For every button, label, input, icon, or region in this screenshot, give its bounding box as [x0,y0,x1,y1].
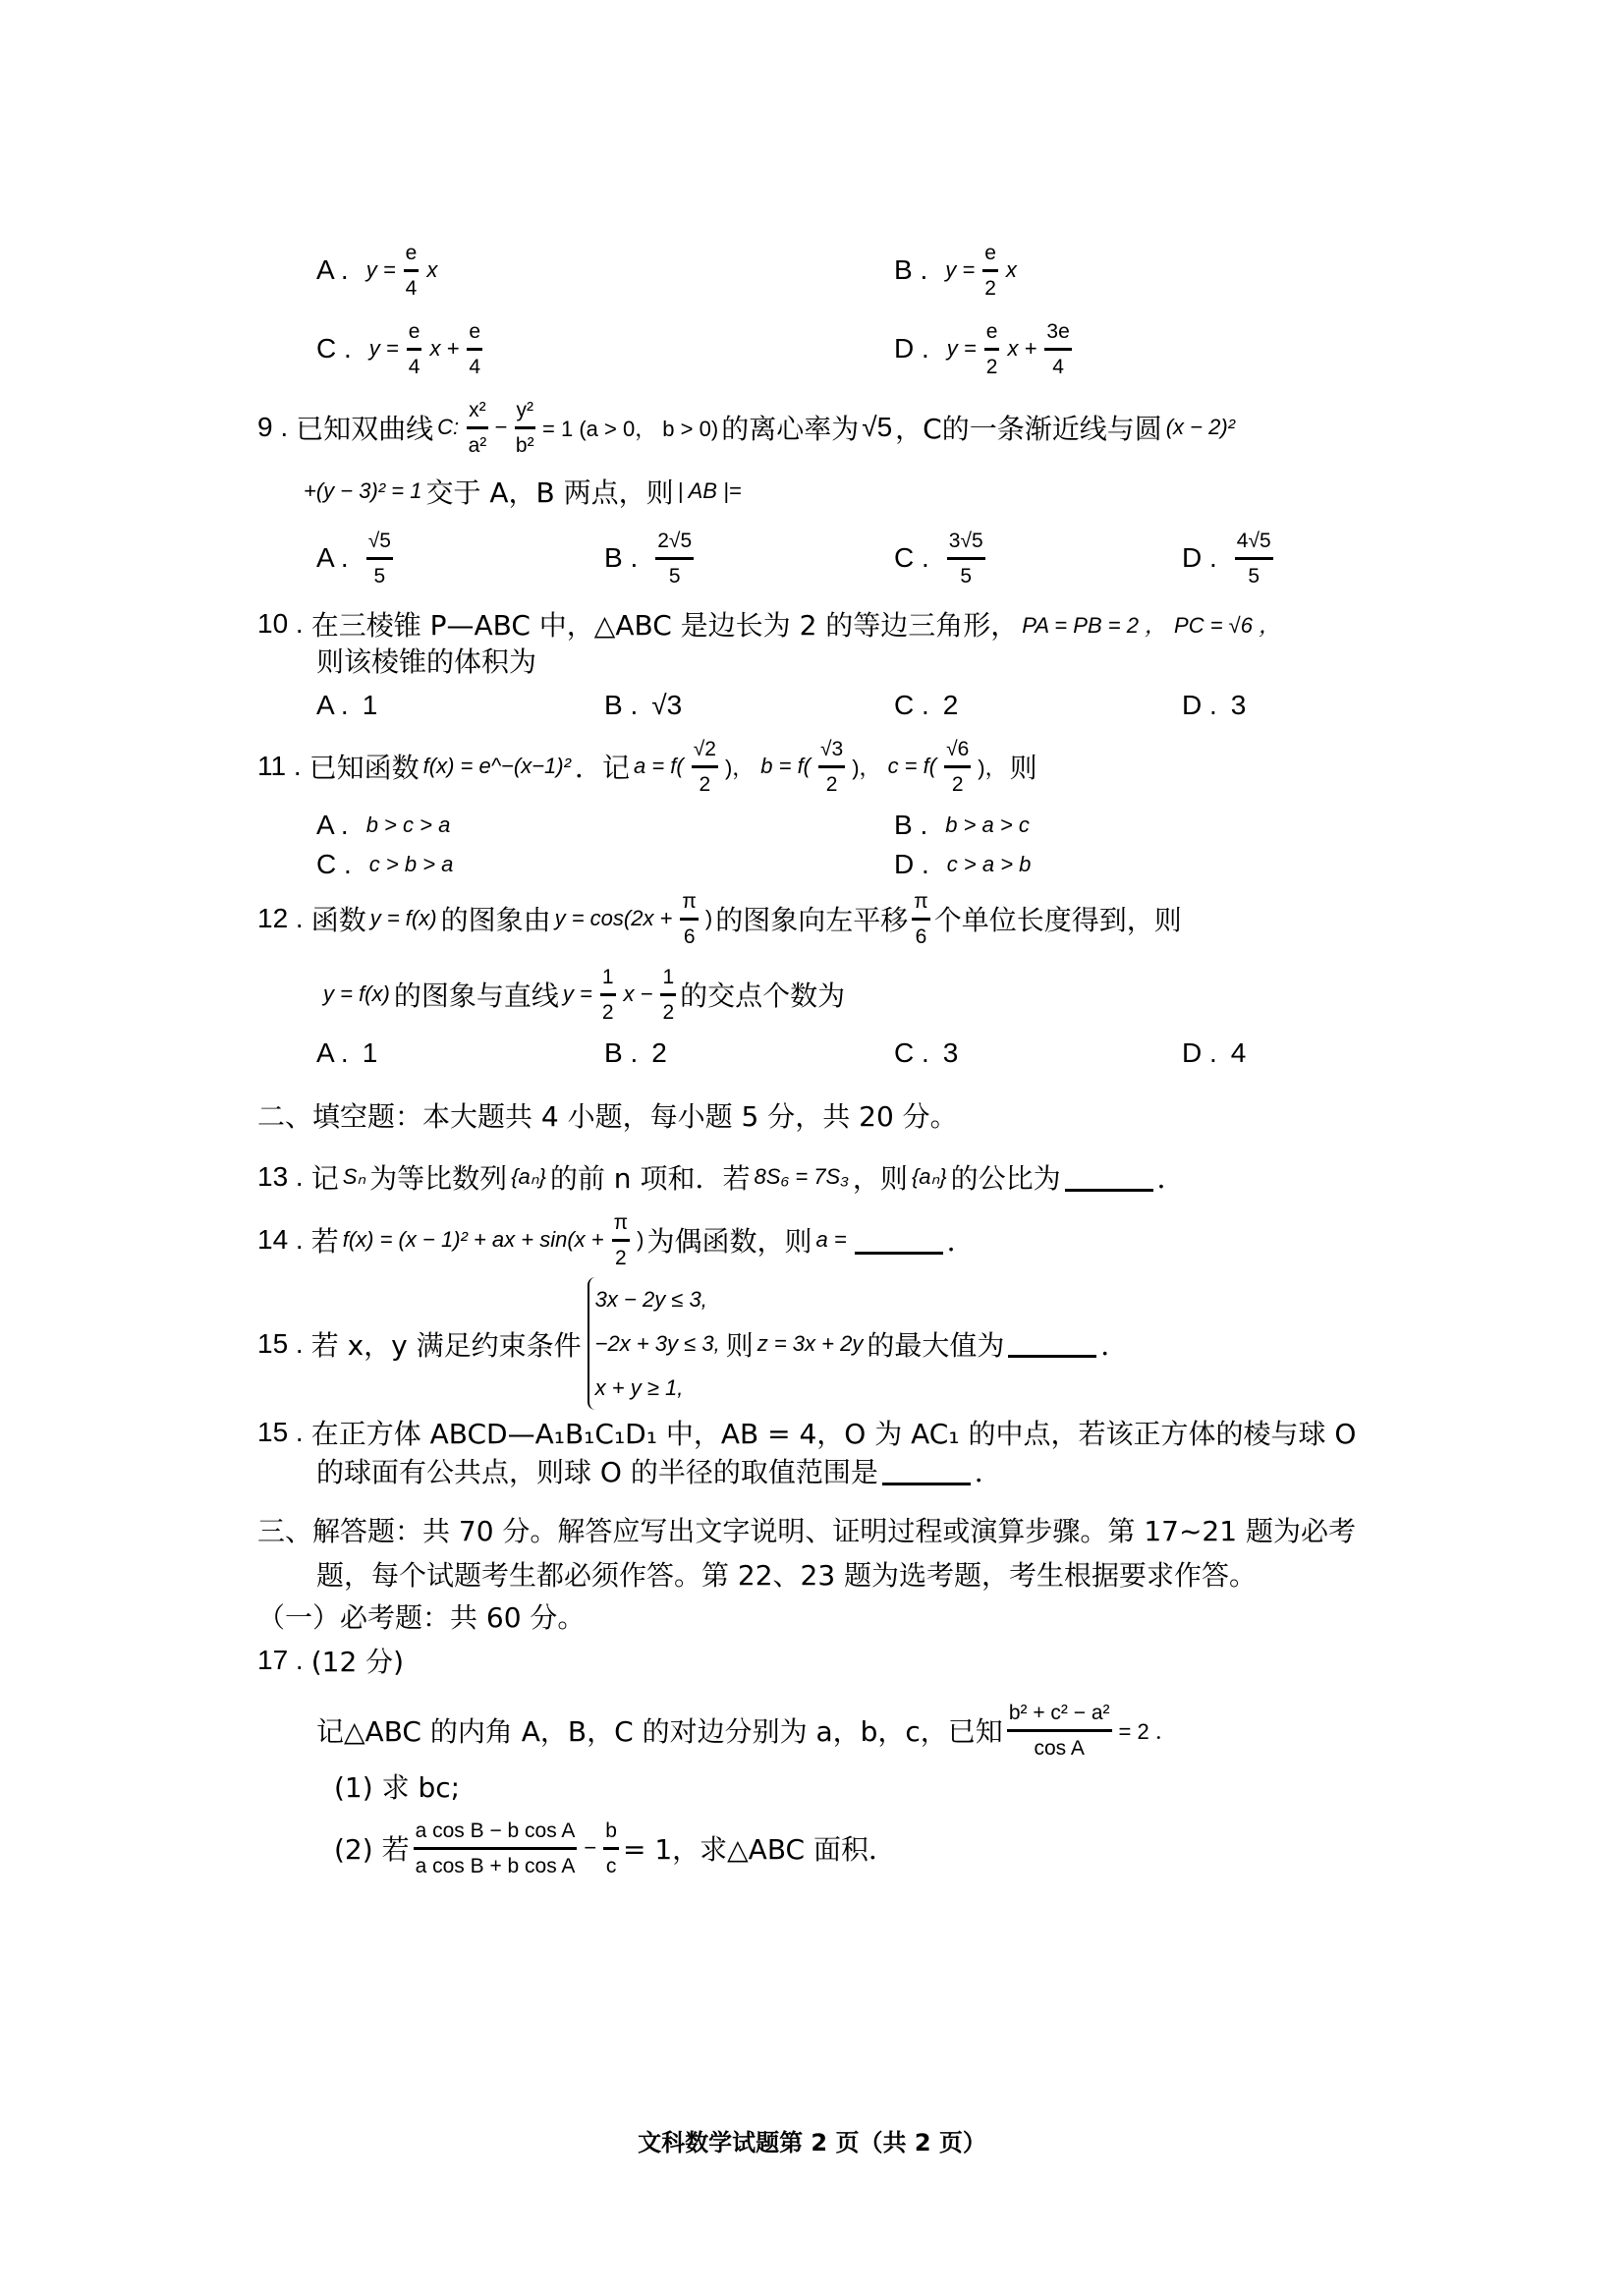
math: y = cos(2x + [554,906,673,930]
q11-stem [257,737,1037,796]
question-number: 14 . [257,1224,304,1255]
text: 的球面有公共点，则球 O 的半径的取值范围是 [316,1456,878,1488]
option-label: D . [1182,542,1217,573]
math-term: a cos B − b cos A [414,1820,578,1850]
math-term: 2√5 [655,531,694,560]
text: 交于 A，B 两点，则 [425,476,674,509]
math-term: 3e [1044,321,1071,351]
q11-option-a [316,804,454,847]
math: x + [429,336,460,361]
q8-option-a [316,241,441,300]
math: a = f( [633,754,684,778]
math-term: 2 [984,276,996,300]
math: )， [978,755,1007,780]
math: c = f( [887,754,937,778]
math-term: a² [468,433,487,457]
math-term: 2 [662,1000,675,1024]
option-label: B . [604,690,639,720]
fraction [984,321,1000,377]
math-term: √3 [818,739,845,768]
q16 [257,1411,1356,1454]
heading-text: 二、填空题：本大题共 4 小题，每小题 5 分，共 20 分。 [257,1100,958,1133]
fraction [612,1212,631,1268]
text: 在正方体 ABCD—A₁B₁C₁D₁ 中，AB = 4，O 为 AC₁ 的中点，若该正方体的棱与球 O [310,1418,1357,1450]
fraction [655,531,694,587]
text: = 1，求△ABC 面积． [622,1833,897,1866]
q17-header [257,1639,404,1682]
text: 的图象向左平移 [715,904,909,936]
heading-text: 题，每个试题考生都必须作答。第 22、23 题为选考题，考生根据要求作答。 [316,1559,1258,1592]
question-number: 11 . [257,751,302,781]
q10-option-c [894,684,972,727]
math-term: e [982,243,998,272]
text: 若 [310,1225,339,1258]
question-number: 9 . [257,412,289,442]
math-term: 1 [660,967,676,996]
text: 为偶函数，则 [646,1225,812,1258]
math: PA = PB = 2 ， [1022,612,1167,638]
math-term: e [984,321,1000,351]
q12-option-d [1182,1032,1260,1075]
constraint-system [588,1277,720,1410]
math-term: a cos B + b cos A [415,1854,576,1877]
section-solution-heading [257,1508,1356,1551]
fraction [912,891,930,947]
answer-blank[interactable] [882,1457,971,1485]
option-label: C . [316,333,352,364]
section-solution-heading-line2 [316,1552,1257,1596]
option-value: b > a > c [945,812,1030,837]
option-value: 2 [651,1037,667,1068]
option-label: B . [604,1037,639,1068]
q10-stem-line2 [316,639,536,682]
fraction [515,400,536,456]
option-label: A . [316,254,349,285]
math-term: b [603,1820,619,1850]
text: ． [1100,1328,1129,1362]
math: | AB |= [677,478,742,503]
math: x − [623,981,653,1006]
q10-option-a [316,684,391,727]
constraint: −2x + 3y ≤ 3, [594,1331,720,1356]
math: {aₙ} [911,1164,947,1189]
option-label: B . [894,810,928,840]
q9-stem-line2 [300,470,746,513]
option-value: 4 [1230,1037,1247,1068]
math-term: 6 [683,924,696,948]
text: 已知函数 [308,752,420,784]
text: 为等比数列 [369,1162,508,1195]
math-term: 4 [405,276,418,300]
math: z = 3x + 2y [756,1330,864,1356]
math-term: 4 [1052,355,1064,378]
text: ．记 [574,752,630,784]
math-term: 2 [951,772,964,796]
q15 [257,1277,1128,1410]
heading-text: 三、解答题：共 70 分。解答应写出文字说明、证明过程或演算步骤。第 17~21 题为必考 [257,1515,1356,1547]
answer-blank[interactable] [1008,1329,1096,1358]
text: 的图象与直线 [393,980,559,1012]
math-term: 4 [408,355,420,378]
text: 已知双曲线 [296,413,434,445]
fraction [366,531,393,587]
q10-option-d [1182,684,1260,727]
question-number: 13 . [257,1161,304,1192]
math-term: e [407,321,422,351]
option-value: 1 [362,690,378,720]
math-term: 4√5 [1235,531,1273,560]
q8-option-d [894,319,1076,378]
math-term: √5 [366,531,393,560]
question-number: 12 . [257,903,304,933]
question-number: 15 . [257,1327,304,1359]
fraction [1007,1703,1112,1759]
q10-option-b [604,684,696,727]
footer-text: 文科数学试题第 2 页（共 2 页） [638,2128,986,2156]
option-label: D . [1182,1037,1217,1068]
math: {aₙ} [511,1164,546,1189]
text: 的最大值为 [867,1328,1005,1362]
math-term: y² [515,400,536,429]
math: a = [815,1227,847,1252]
option-label: D . [1182,690,1217,720]
math: y = f(x) [323,981,390,1006]
heading-text: （一）必考题：共 60 分。 [257,1601,586,1634]
score: (12 分) [310,1646,405,1678]
math: = 1 (a > 0， b > 0) [542,416,719,441]
option-label: C . [894,1037,929,1068]
fraction [600,967,616,1023]
math-term: e [404,243,420,272]
fraction [1044,321,1071,377]
math-term: 2 [699,772,711,796]
q8-option-b [894,241,1021,300]
text: 的交点个数为 [680,980,846,1012]
math: f(x) = e^−(x−1)² [422,754,571,778]
text: 则 [1009,752,1037,784]
math: ) [704,906,713,930]
question-number: 17 . [257,1645,304,1675]
math-term: b² + c² − a² [1007,1703,1112,1732]
option-label: D . [894,333,929,364]
math-term: 5 [373,564,386,588]
math: y = [946,336,977,361]
q17-part2 [334,1814,896,1882]
text: ，则 [852,1162,908,1195]
option-label: A . [316,810,349,840]
math: − [584,1835,597,1860]
math-term: e [467,321,482,351]
fraction [680,891,699,947]
text: 个单位长度得到，则 [933,904,1182,936]
q17-stem [316,1696,1180,1764]
option-label: A . [316,542,349,573]
math-term: 5 [668,564,681,588]
text: ． [974,1456,1002,1488]
option-value: b > c > a [365,812,451,837]
q9-option-a [316,529,397,588]
fraction [603,1820,619,1876]
page-footer [0,2118,1624,2161]
math: +(y − 3)² = 1 [304,478,422,503]
constraint: 3x − 2y ≤ 3, [594,1287,707,1312]
fraction [404,243,420,299]
math-term: π [912,891,930,921]
q12-option-c [894,1032,972,1075]
math: f(x) = (x − 1)² + ax + sin(x + [342,1227,604,1252]
text: 则 [725,1328,754,1362]
math: = 2 ． [1118,1718,1177,1744]
fraction [982,243,998,299]
option-value: 3 [942,1037,959,1068]
answer-blank[interactable] [1065,1163,1153,1192]
math: x [1005,257,1017,282]
fraction [407,321,422,377]
math-term: 4 [469,355,481,378]
text: 记△ABC 的内角 A，B，C 的对边分别为 a，b，c，已知 [316,1715,1003,1748]
math: (x − 2)² [1165,415,1236,439]
math-term: cos A [1034,1736,1085,1760]
text: 的前 n 项和．若 [549,1162,751,1195]
fraction [414,1820,578,1876]
math-term: c [605,1854,617,1877]
option-value: 2 [942,690,959,720]
math-term: √2 [692,739,718,768]
text: (2) 若 [334,1833,410,1866]
option-label: A . [316,1037,349,1068]
math-term: 2 [985,355,998,378]
math: y = [368,336,399,361]
q11-option-c [316,843,457,886]
fraction [467,400,488,456]
answer-blank[interactable] [855,1226,943,1255]
question-number: 15 . [257,1417,304,1447]
q13 [257,1155,1185,1199]
q12-stem [257,889,1182,948]
q9-option-b [604,529,698,588]
math-term: b² [515,433,534,457]
option-label: C . [316,849,352,879]
fraction [947,531,985,587]
math: PC = √6 ， [1174,612,1281,638]
fraction [660,967,676,1023]
fraction [1235,531,1273,587]
fraction [818,739,845,795]
text: 的公比为 [950,1162,1061,1195]
math: √5 [862,412,893,442]
math: )， [724,755,755,780]
option-value: c > a > b [946,852,1032,876]
q8-option-c [316,319,486,378]
q12-option-b [604,1032,681,1075]
math: )， [852,755,881,780]
math-term: 5 [1248,564,1260,588]
math: y = [945,257,976,282]
math: y = f(x) [369,906,437,930]
math: ) [637,1227,644,1252]
math: x [426,257,438,282]
option-value: √3 [651,690,683,720]
math-term: 1 [600,967,616,996]
option-label: C . [894,542,929,573]
math-term: 2 [825,772,838,796]
question-number: 10 . [257,608,304,639]
option-label: C . [894,690,929,720]
math-term: 2 [615,1246,627,1269]
math: 8S₆ = 7S₃ [754,1164,849,1189]
option-label: A . [316,690,349,720]
constraint: x + y ≥ 1, [594,1375,684,1400]
text: 的离心率为 [721,413,860,445]
q16-line2 [316,1449,1002,1492]
option-label: D . [894,849,929,879]
math-term: 6 [915,924,927,948]
math: y = [365,257,396,282]
q9-stem [257,398,1239,457]
q11-option-b [894,804,1034,847]
math: y = [562,981,592,1006]
math-term: x² [467,400,488,429]
math-term: √6 [944,739,971,768]
math: − [494,415,508,439]
math-term: 5 [960,564,973,588]
section-fill-in-heading [257,1093,958,1137]
text: ． [946,1225,975,1258]
option-label: B . [604,542,639,573]
q12-option-a [316,1032,391,1075]
fraction [467,321,482,377]
math: C: [437,415,460,439]
fraction [944,739,971,795]
math-term: 2 [601,1000,614,1024]
text: 在三棱锥 P—ABC 中，△ABC 是边长为 2 的等边三角形， [310,609,1019,642]
subsection-required [257,1595,585,1638]
math-term: 3√5 [947,531,985,560]
text: ． [1156,1162,1185,1195]
math-term: π [680,891,699,921]
text: 函数 [310,904,366,936]
q17-part1 [334,1764,460,1808]
option-value: 1 [362,1037,378,1068]
option-label: B . [894,254,928,285]
text: ，C的一条渐近线与圆 [895,413,1162,445]
math: Sₙ [342,1164,366,1189]
q9-option-d [1182,529,1277,588]
text: 记 [310,1162,339,1195]
math: b = f( [760,754,812,778]
option-value: 3 [1230,690,1247,720]
math: x + [1007,336,1037,361]
q9-option-c [894,529,989,588]
fraction [692,739,718,795]
text: 若 x，y 满足约束条件 [310,1328,582,1362]
text: (1) 求 bc; [334,1771,461,1804]
math-term: π [612,1212,631,1242]
q12-stem-line2 [319,965,846,1024]
q14 [257,1210,975,1269]
option-value: c > b > a [368,852,454,876]
text: 则该棱锥的体积为 [316,645,537,678]
q11-option-d [894,843,1035,886]
text: 的图象由 [440,904,551,936]
